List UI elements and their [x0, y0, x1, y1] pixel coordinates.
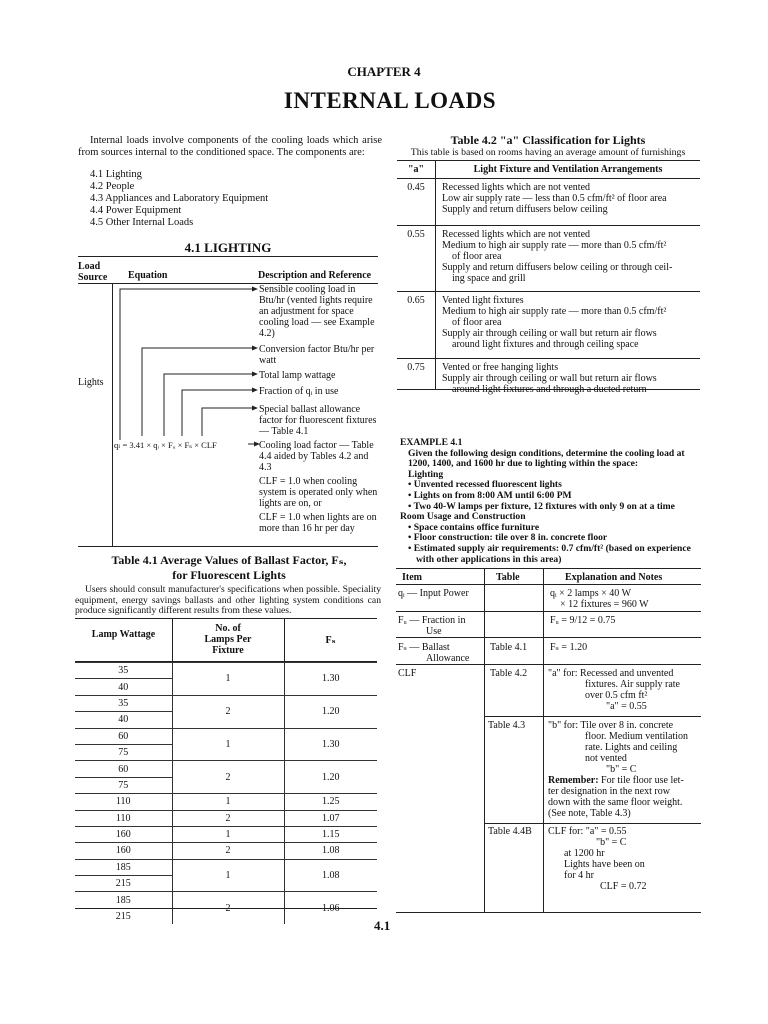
- lamps-per-fixture-cell: 1: [172, 794, 284, 810]
- ballast-factor-cell: 1.07: [284, 810, 377, 826]
- remember-label: Remember:: [548, 775, 599, 786]
- t42-arrangement-text: Recessed lights which are not vented Medium to high air supply rate — more than 0.5 cfm/ft² of floor area Supply and return diffusers below ceiling or through ceil- ing space and grill: [442, 229, 673, 284]
- intro-list: [90, 169, 350, 229]
- ballast-factor-cell: 1.30: [284, 728, 377, 761]
- t41-col-lamps: No. of Lamps Per Fixture: [204, 623, 252, 656]
- ex-r2-expl: Fᵤ = 9/12 = 0.75: [550, 615, 616, 626]
- t42-arrangement-text: Vented light fixtures Medium to high air supply rate — more than 0.5 cfm/ft² of floor area Supply air through ceiling or wall but return air flows around light fixtures and through ceiling space: [442, 295, 667, 350]
- example-intro: Given the following design conditions, determine the cooling load at 1200, 1400, and 1600 hr due to lighting within the space:: [408, 447, 685, 470]
- lamp-wattage-cell: 35: [75, 695, 172, 711]
- ex-col-table: Table: [496, 572, 520, 583]
- t42-a-value: 0.75: [407, 362, 425, 373]
- example-sub-room: Room Usage and Construction: [400, 511, 526, 523]
- clf-note-2: CLF = 1.0 when lights are on more than 16 hr per day: [259, 512, 377, 534]
- desc-fraction: Fraction of qᵢ in use: [259, 386, 339, 397]
- table41-body: [75, 662, 377, 924]
- desc-sensible: Sensible cooling load in Btu/hr (vented lights require an adjustment for space cooling load — see Example 4.2): [259, 284, 375, 339]
- ex-col-explanation: Explanation and Notes: [565, 572, 663, 583]
- ex-r1-expl-1: qᵢ × 2 lamps × 40 W: [550, 588, 632, 599]
- list-item: • Floor construction: tile over 8 in. concrete floor: [408, 532, 608, 544]
- lamp-wattage-cell: 60: [75, 728, 172, 744]
- t42-col-arrangement: Light Fixture and Ventilation Arrangements: [473, 164, 663, 175]
- table-row: [75, 663, 377, 679]
- intro-item: 4.1 Lighting: [90, 169, 142, 180]
- intro-item: 4.3 Appliances and Laboratory Equipment: [90, 193, 269, 204]
- t42-arrangement-text: Vented or free hanging lights Supply air through ceiling or wall but return air flows around light fixtures and through a ducted return: [442, 362, 657, 395]
- col-load-source: Load Source: [78, 261, 108, 283]
- table41-caption: Users should consult manufacturer's specifications when possible. Speciality equipment, energy savings ballasts and other lighting system conditions can produce significantly different results from these values.: [75, 584, 381, 616]
- intro-paragraph: Internal loads involve components of the cooling loads which arise from sources internal to the conditioned space. The components are:: [78, 135, 382, 158]
- lamp-wattage-cell: 75: [75, 777, 172, 793]
- table41-title-1: Table 4.1 Average Values of Ballast Factor, Fₛ,: [111, 553, 347, 567]
- lighting-heading: 4.1 LIGHTING: [184, 240, 272, 255]
- ballast-factor-cell: 1.06: [284, 892, 377, 924]
- ballast-factor-cell: 1.08: [284, 843, 377, 859]
- lamps-per-fixture-cell: 2: [172, 892, 284, 924]
- ex-col-item: Item: [402, 572, 422, 583]
- ex-r4-table-a: Table 4.2: [490, 668, 528, 679]
- lamp-wattage-cell: 185: [75, 892, 172, 908]
- table-row: [75, 810, 377, 826]
- ex-r4-expl-b: "b" for: Tile over 8 in. concrete floor. Medium ventilation rate. Lights and ceiling not vented "b" = C Remember: For tile floor use let- ter designation in the next row down with the same floor weight. (See note, Table 4.3): [548, 720, 689, 819]
- ex-r3-item-2: Allowance: [426, 653, 470, 664]
- desc-wattage: Total lamp wattage: [259, 370, 336, 381]
- intro-item: 4.5 Other Internal Loads: [90, 217, 194, 228]
- list-item: • Space contains office furniture: [408, 521, 540, 533]
- lamps-per-fixture-cell: 1: [172, 859, 284, 892]
- ex-r4-expl-a: "a" for: Recessed and unvented fixtures. Air supply rate over 0.5 cfm ft² "a" = 0.55: [548, 668, 680, 712]
- ex-r4-expl-c: CLF for: "a" = 0.55 "b" = C at 1200 hr Lights have been on for 4 hr CLF = 0.72: [548, 826, 647, 892]
- table42-title: Table 4.2 "a" Classification for Lights: [450, 133, 646, 147]
- arrow-head: [252, 372, 258, 377]
- col-description: Description and Reference: [258, 270, 372, 281]
- bracket-line-conversion: [142, 348, 254, 436]
- page-title: INTERNAL LOADS: [283, 88, 497, 113]
- lamps-per-fixture-cell: 2: [172, 843, 284, 859]
- lamp-wattage-cell: 40: [75, 679, 172, 695]
- table-row: [75, 843, 377, 859]
- lamp-wattage-cell: 40: [75, 712, 172, 728]
- cooling-load-equation: qₗ = 3.41 × qᵢ × Fᵤ × Fₛ × CLF: [114, 440, 217, 450]
- table-row: [75, 761, 377, 777]
- bullet-list-lighting: [400, 480, 702, 512]
- ballast-factor-cell: 1.08: [284, 859, 377, 892]
- page-number: 4.1: [374, 918, 391, 933]
- table-row: [75, 859, 377, 875]
- arrow-head: [252, 406, 258, 411]
- ex-r1-item: qᵢ — Input Power: [398, 588, 469, 599]
- table-row: [75, 826, 377, 842]
- ex-r2-item-1: Fᵤ — Fraction in: [398, 615, 466, 626]
- t42-arrangement-text: Recessed lights which are not vented Low air supply rate — less than 0.5 cfm/ft² of floor area Supply and return diffusers below ceiling: [442, 182, 667, 215]
- list-item: • Two 40-W lamps per fixture, 12 fixtures with only 9 on at a time: [408, 500, 675, 512]
- lamp-wattage-cell: 160: [75, 826, 172, 842]
- lamp-wattage-cell: 60: [75, 761, 172, 777]
- t42-a-value: 0.65: [407, 295, 425, 306]
- t42-a-value: 0.55: [407, 229, 425, 240]
- t41-col-wattage: Lamp Wattage: [91, 629, 156, 640]
- t42-a-value: 0.45: [407, 182, 425, 193]
- ballast-factor-cell: 1.15: [284, 826, 377, 842]
- lamp-wattage-cell: 160: [75, 843, 172, 859]
- lamp-wattage-cell: 35: [75, 663, 172, 679]
- ballast-factor-cell: 1.20: [284, 761, 377, 794]
- chapter-label: CHAPTER 4: [347, 64, 421, 79]
- lamps-per-fixture-cell: 2: [172, 695, 284, 728]
- list-item: • Estimated supply air requirements: 0.7 cfm/ft² (based on experience with other applications in this area): [408, 542, 691, 565]
- col-equation: Equation: [128, 270, 168, 281]
- ex-r4-table-b: Table 4.3: [488, 720, 526, 731]
- lamp-wattage-cell: 110: [75, 794, 172, 810]
- ex-r1-expl-2: × 12 fixtures = 960 W: [560, 599, 649, 610]
- lamp-wattage-cell: 215: [75, 876, 172, 892]
- example-sub-lighting: Lighting: [408, 468, 444, 480]
- lamps-per-fixture-cell: 1: [172, 663, 284, 696]
- lamp-wattage-cell: 75: [75, 744, 172, 760]
- desc-clf: Cooling load factor — Table 4.4 aided by Tables 4.2 and 4.3: [259, 440, 374, 473]
- ex-r4-table-c: Table 4.4B: [488, 826, 532, 837]
- bracket-line-ballast: [202, 408, 254, 436]
- ex-r2-item-2: Use: [426, 626, 442, 637]
- bullet-list-room: [400, 523, 702, 565]
- lamps-per-fixture-cell: 2: [172, 761, 284, 794]
- lamps-per-fixture-cell: 2: [172, 810, 284, 826]
- table41: [75, 618, 377, 924]
- lamp-wattage-cell: 185: [75, 859, 172, 875]
- row-label-lights: Lights: [78, 377, 104, 388]
- lamps-per-fixture-cell: 1: [172, 728, 284, 761]
- table-row: [75, 892, 377, 908]
- equation-bracket-diagram: [112, 284, 262, 449]
- ex-r3-expl: Fₛ = 1.20: [550, 642, 588, 653]
- arrow-head: [252, 346, 258, 351]
- table42-subtitle: This table is based on rooms having an average amount of furnishings: [410, 147, 686, 158]
- ballast-factor-cell: 1.25: [284, 794, 377, 810]
- example-heading: EXAMPLE 4.1: [400, 437, 463, 448]
- ballast-factor-cell: 1.20: [284, 695, 377, 728]
- clf-note-1: CLF = 1.0 when cooling system is operated only when lights are on, or: [259, 476, 378, 509]
- lamps-per-fixture-cell: 1: [172, 826, 284, 842]
- ex-r4-item: CLF: [398, 668, 417, 679]
- intro-item: 4.2 People: [90, 181, 135, 192]
- bracket-line-sensible: [120, 289, 254, 440]
- table-row: [75, 794, 377, 810]
- arrow-head: [252, 287, 258, 292]
- list-item: • Unvented recessed fluorescent lights: [408, 479, 562, 491]
- ex-r3-item-1: Fₛ — Ballast: [398, 642, 450, 653]
- table-row: [75, 728, 377, 744]
- desc-conversion: Conversion factor Btu/hr per watt: [259, 344, 375, 366]
- list-item: • Lights on from 8:00 AM until 6:00 PM: [408, 489, 572, 501]
- table-row: [75, 695, 377, 711]
- t42-col-a: "a": [407, 164, 425, 175]
- lamp-wattage-cell: 110: [75, 810, 172, 826]
- bracket-line-fraction: [182, 390, 254, 436]
- lamp-wattage-cell: 215: [75, 908, 172, 924]
- desc-ballast: Special ballast allowance factor for fluorescent fixtures — Table 4.1: [259, 404, 377, 437]
- arrow-head: [252, 388, 258, 393]
- ex-r3-table: Table 4.1: [490, 642, 528, 653]
- table41-title-2: for Fluorescent Lights: [172, 568, 286, 582]
- example-block: [400, 438, 702, 565]
- intro-item: 4.4 Power Equipment: [90, 205, 182, 216]
- ballast-factor-cell: 1.30: [284, 663, 377, 696]
- t41-col-fs: Fₛ: [325, 635, 336, 646]
- bracket-line-wattage: [164, 374, 254, 436]
